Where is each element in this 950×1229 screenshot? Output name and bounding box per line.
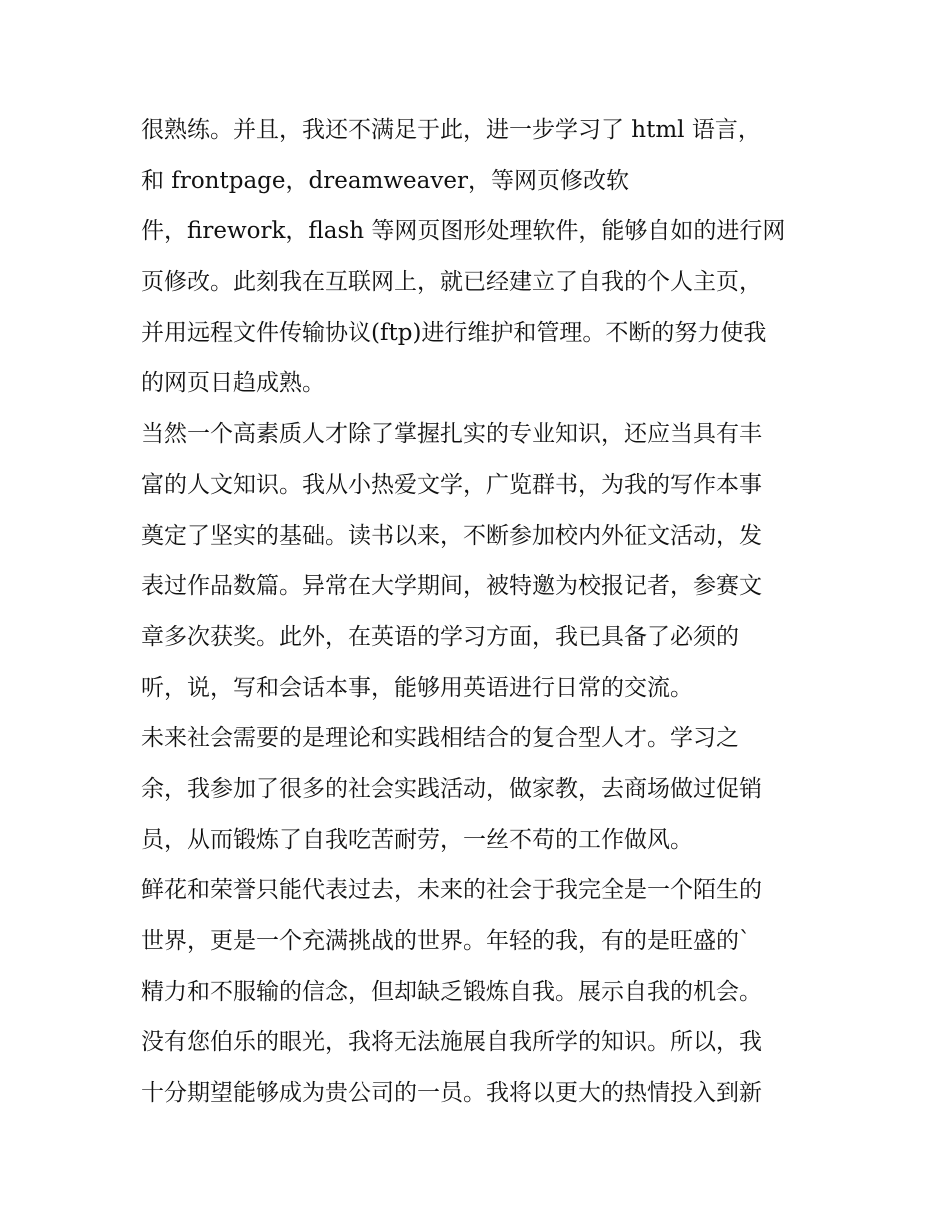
text-line: 鲜花和荣誉只能代表过去，未来的社会于我完全是一个陌生的 bbox=[141, 877, 762, 904]
text-line: 并用远程文件传输协议(ftp)进行维护和管理。不断的努力使我 bbox=[141, 319, 767, 346]
text-line: 未来社会需要的是理论和实践相结合的复合型人才。学习之 bbox=[141, 725, 739, 752]
text-line: 听，说，写和会话本事，能够用英语进行日常的交流。 bbox=[141, 674, 693, 701]
text-line: 和 frontpage，dreamweaver，等网页修改软 bbox=[141, 167, 629, 194]
text-line: 当然一个高素质人才除了掌握扎实的专业知识，还应当具有丰 bbox=[141, 421, 762, 448]
text-line: 章多次获奖。此外，在英语的学习方面，我已具备了必须的 bbox=[141, 623, 739, 650]
text-line: 精力和不服输的信念，但却缺乏锻炼自我。展示自我的机会。 bbox=[141, 978, 762, 1005]
text-line: 的网页日趋成熟。 bbox=[141, 370, 325, 397]
body-text bbox=[141, 105, 821, 1119]
text-line: 员，从而锻炼了自我吃苦耐劳，一丝不苟的工作做风。 bbox=[141, 826, 693, 853]
text-line: 富的人文知识。我从小热爱文学，广览群书，为我的写作本事 bbox=[141, 471, 762, 498]
text-line: 奠定了坚实的基础。读书以来，不断参加校内外征文活动，发 bbox=[141, 522, 762, 549]
text-line: 十分期望能够成为贵公司的一员。我将以更大的热情投入到新 bbox=[141, 1080, 762, 1107]
text-line: 很熟练。并且，我还不满足于此，进一步学习了 html 语言， bbox=[141, 117, 761, 143]
text-line: 页修改。此刻我在互联网上，就已经建立了自我的个人主页， bbox=[141, 269, 762, 296]
text-line: 余，我参加了很多的社会实践活动，做家教，去商场做过促销 bbox=[141, 775, 762, 802]
text-line: 世界，更是一个充满挑战的世界。年轻的我，有的是旺盛的` bbox=[141, 928, 751, 954]
text-line: 件，firework，flash 等网页图形处理软件，能够自如的进行网 bbox=[141, 218, 786, 245]
text-line: 表过作品数篇。异常在大学期间，被特邀为校报记者，参赛文 bbox=[141, 573, 762, 600]
text-line: 没有您伯乐的眼光，我将无法施展自我所学的知识。所以，我 bbox=[141, 1029, 762, 1056]
